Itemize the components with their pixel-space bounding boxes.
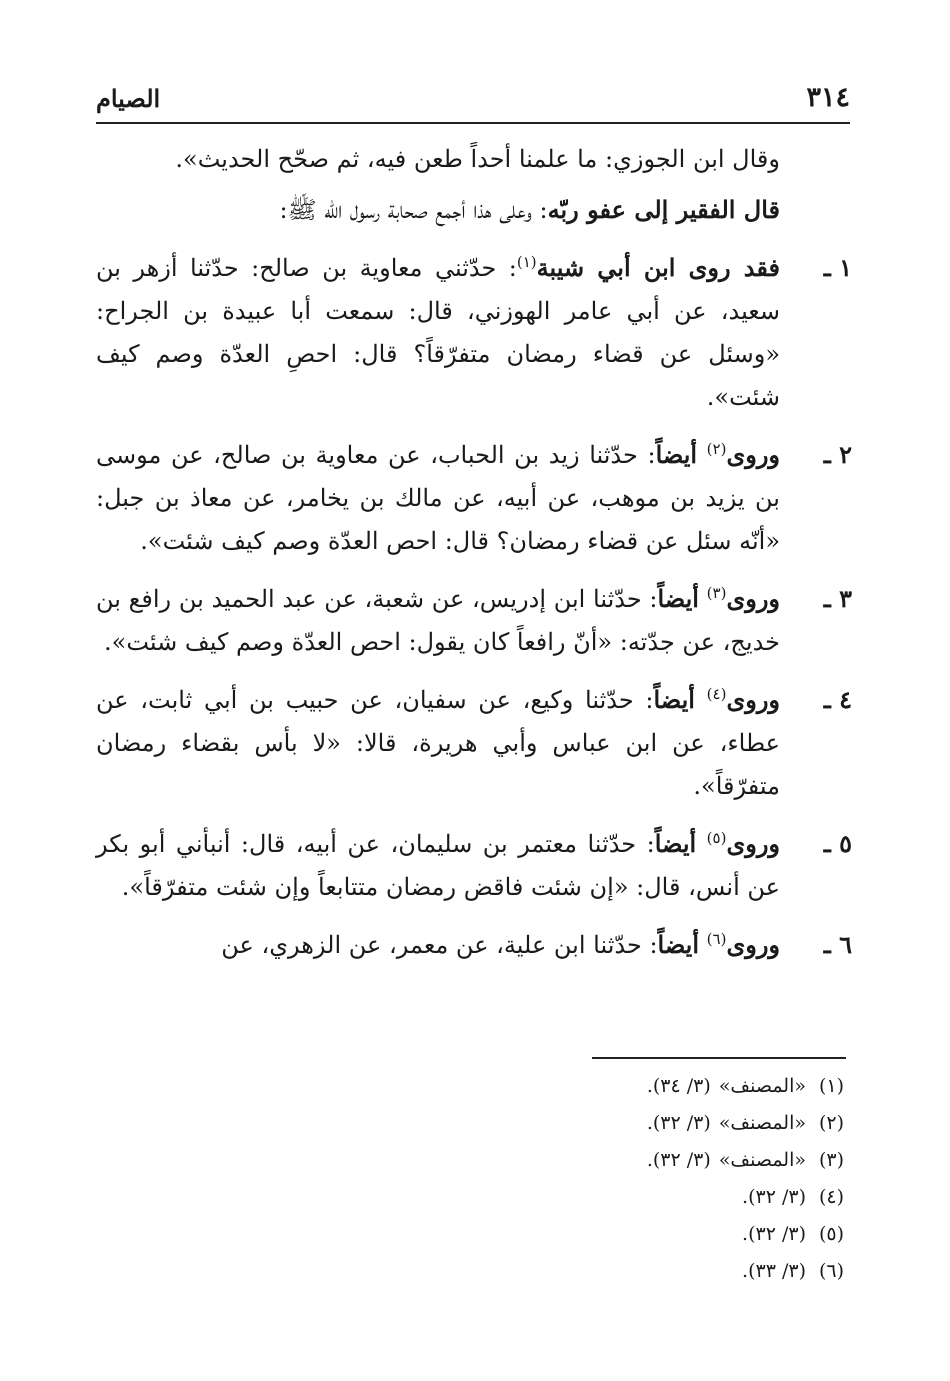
header-rule <box>96 122 850 124</box>
narration-text: : حدّثنا ابن علية، عن معمر، عن الزهري، عن <box>221 931 658 959</box>
page-number: ٣١٤ <box>806 82 850 113</box>
item-text-block <box>96 433 780 563</box>
author-text: : وعلى هذا أجمع صحابة رسول الله ﷺ: <box>279 196 548 224</box>
narrator-lead: فقد روى ابن أبي شيبة <box>536 253 780 282</box>
item-text-block <box>96 678 780 808</box>
narration-text: : حدّثنا زيد بن الحباب، عن معاوية بن صالح، عن موسى بن يزيد بن موهب، عن أبيه، عن مالك بن يخامر، عن معاذ بن جبل: «أنّه سئل عن قضاء رمضان؟ قال: احص العدّة وصم كيف شئت». <box>96 441 780 555</box>
item-number: ٦ ـ <box>823 930 852 959</box>
footnote-source: «المصنف» <box>718 1112 806 1134</box>
footnote-ref: (٥) <box>706 829 727 847</box>
footnote-item <box>484 1105 844 1142</box>
intro-paragraph: وقال ابن الجوزي: ما علمنا أحداً طعن فيه، ثم صحّح الحديث». <box>175 145 780 173</box>
footnote-source: «المصنف» <box>718 1149 806 1171</box>
footnote-number: (٦) <box>818 1260 844 1282</box>
footnote-reference: (٣/ ٣٤). <box>646 1075 711 1097</box>
narration-item <box>96 433 852 563</box>
author-statement <box>96 188 780 232</box>
footnote-source: «المصنف» <box>718 1075 806 1097</box>
narration-text: : حدّثنا ابن إدريس، عن شعبة، عن عبد الحميد بن رافع بن خديج، عن جدّته: «أنّ رافعاً كان يقول: احص العدّة وصم كيف شئت». <box>96 585 780 656</box>
footnote-item <box>484 1142 844 1179</box>
narration-item <box>96 678 852 808</box>
footnote-reference: (٣/ ٣٣). <box>742 1260 806 1282</box>
item-text-block <box>96 822 780 909</box>
footnote-number: (٤) <box>818 1186 844 1208</box>
footnote-item <box>484 1253 844 1290</box>
narration-text: : حدّثني معاوية بن صالح: حدّثنا أزهر بن سعيد، عن أبي عامر الهوزني، قال: سمعت أبا عبيدة بن الجراح: «وسئل عن قضاء رمضان متفرّقاً؟ قال: احصِ العدّة وصم كيف شئت». <box>96 254 780 411</box>
footnote-number: (٢) <box>818 1112 844 1134</box>
footnote-ref: (٤) <box>706 685 727 703</box>
footnote-reference: (٣/ ٣٢). <box>646 1112 711 1134</box>
main-text <box>96 138 852 967</box>
narration-item <box>96 246 852 419</box>
narrator-lead: أيضاً <box>657 584 699 613</box>
narrator-pre: وروى <box>726 440 780 469</box>
narration-text: : حدّثنا معتمر بن سليمان، عن أبيه، قال: أنبأني أبو بكر عن أنس، قال: «إن شئت فاقض رمضان متتابعاً وإن شئت متفرّقاً». <box>96 830 780 901</box>
narration-item <box>96 822 852 909</box>
footnote-item <box>484 1068 844 1105</box>
narrator-pre: وروى <box>726 829 780 858</box>
narrator-pre: وروى <box>726 685 780 714</box>
narration-item <box>96 577 852 664</box>
footnote-item <box>484 1179 844 1216</box>
page-header <box>96 80 850 120</box>
narrator-lead: أيضاً <box>653 685 695 714</box>
footnote-number: (٥) <box>818 1223 844 1245</box>
item-text-block <box>96 246 780 419</box>
narrator-pre: وروى <box>726 930 780 959</box>
item-number: ١ ـ <box>823 253 852 282</box>
narrator-pre: وروى <box>726 584 780 613</box>
footnote-item <box>484 1216 844 1253</box>
item-number: ٥ ـ <box>823 829 852 858</box>
item-number: ٤ ـ <box>823 685 852 714</box>
footnote-ref: (٦) <box>706 930 727 948</box>
footnote-reference: (٣/ ٣٢). <box>742 1186 806 1208</box>
item-text-block <box>96 923 780 967</box>
narrator-lead: أيضاً <box>657 930 700 959</box>
footnote-ref: (١) <box>516 253 537 271</box>
footnote-rule <box>592 1057 846 1059</box>
footnote-number: (٣) <box>818 1149 844 1171</box>
footnote-reference: (٣/ ٣٢). <box>646 1149 711 1171</box>
item-number: ٣ ـ <box>823 584 852 613</box>
narration-text: : حدّثنا وكيع، عن سفيان، عن حبيب بن أبي ثابت، عن عطاء، عن ابن عباس وأبي هريرة، قالا: «لا بأس بقضاء رمضان متفرّقاً». <box>96 686 780 800</box>
narrator-lead: أيضاً <box>654 829 697 858</box>
author-label: قال الفقير إلى عفو ربّه <box>547 195 780 224</box>
narration-item <box>96 923 852 967</box>
running-title: الصيام <box>96 84 161 113</box>
narrator-lead: أيضاً <box>655 440 698 469</box>
item-text-block <box>96 577 780 664</box>
footnotes <box>484 1068 844 1290</box>
footnote-reference: (٣/ ٣٢). <box>742 1223 806 1245</box>
footnote-number: (١) <box>818 1075 844 1097</box>
footnote-ref: (٢) <box>706 440 727 458</box>
footnote-ref: (٣) <box>706 584 727 602</box>
item-number: ٢ ـ <box>823 440 852 469</box>
